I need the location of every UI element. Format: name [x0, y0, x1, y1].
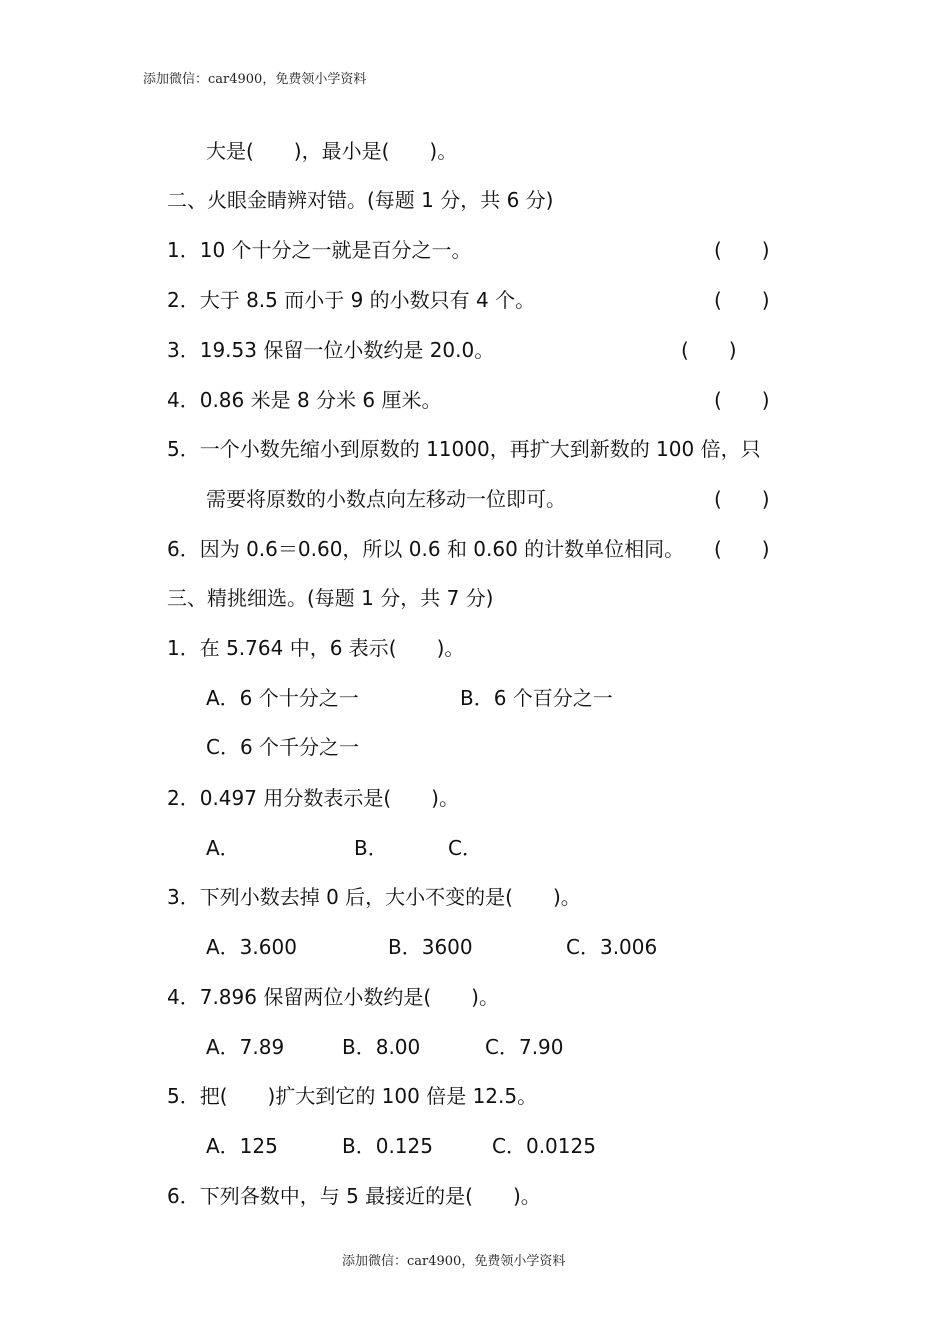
mc-q3-option-a[interactable]: A．3.600 [206, 935, 297, 959]
tf-answer-1[interactable]: ( ) [714, 238, 770, 262]
mc-q2-option-b[interactable]: B． [354, 836, 388, 860]
tf-answer-6[interactable]: ( ) [714, 537, 770, 561]
mc-q2-stem: 2．0.497 用分数表示是( )。 [167, 786, 459, 810]
mc-q3-option-b[interactable]: B．3600 [388, 935, 473, 959]
mc-q5-option-b[interactable]: B．0.125 [342, 1134, 433, 1158]
page-header: 添加微信：car4900，免费领小学资料 [143, 72, 367, 87]
mc-q4-option-b[interactable]: B．8.00 [342, 1035, 421, 1059]
mc-q1-stem: 1．在 5.764 中，6 表示( )。 [167, 636, 465, 660]
mc-q5-option-c[interactable]: C．0.0125 [492, 1134, 596, 1158]
tf-answer-5[interactable]: ( ) [714, 487, 770, 511]
tf-answer-4[interactable]: ( ) [714, 388, 770, 412]
mc-q4-option-c[interactable]: C．7.90 [485, 1035, 564, 1059]
tf-answer-2[interactable]: ( ) [714, 288, 770, 312]
mc-q2-option-c[interactable]: C． [448, 836, 482, 860]
mc-q5-option-a[interactable]: A．125 [206, 1134, 278, 1158]
mc-q3-stem: 3．下列小数去掉 0 后，大小不变的是( )。 [167, 885, 581, 909]
tf-answer-3[interactable]: ( ) [681, 338, 737, 362]
tf-item-2: 2．大于 8.5 而小于 9 的小数只有 4 个。 [167, 288, 536, 312]
mc-q4-stem: 4．7.896 保留两位小数约是( )。 [167, 985, 499, 1009]
mc-q1-option-b[interactable]: B．6 个百分之一 [460, 686, 613, 710]
tf-item-5: 5．一个小数先缩小到原数的 11000，再扩大到新数的 100 倍，只 [167, 437, 761, 461]
tf-item-4: 4．0.86 米是 8 分米 6 厘米。 [167, 388, 442, 412]
prev-question-tail: 大是( )，最小是( )。 [206, 139, 458, 163]
tf-item-1: 1．10 个十分之一就是百分之一。 [167, 238, 472, 262]
mc-q4-option-a[interactable]: A．7.89 [206, 1035, 285, 1059]
mc-q3-option-c[interactable]: C．3.006 [566, 935, 658, 959]
tf-item-3: 3．19.53 保留一位小数约是 20.0。 [167, 338, 495, 362]
tf-item-6: 6．因为 0.6＝0.60，所以 0.6 和 0.60 的计数单位相同。 [167, 537, 685, 561]
mc-q5-stem: 5．把( )扩大到它的 100 倍是 12.5。 [167, 1084, 538, 1108]
mc-q1-option-a[interactable]: A．6 个十分之一 [206, 686, 359, 710]
tf-item-5-cont: 需要将原数的小数点向左移动一位即可。 [206, 487, 566, 511]
page-footer: 添加微信：car4900，免费领小学资料 [342, 1254, 566, 1269]
section-2-title: 二、火眼金睛辨对错。(每题 1 分，共 6 分) [167, 188, 554, 212]
mc-q2-option-a[interactable]: A． [206, 836, 240, 860]
section-3-title: 三、精挑细选。(每题 1 分，共 7 分) [167, 586, 494, 610]
mc-q6-stem: 6．下列各数中，与 5 最接近的是( )。 [167, 1184, 541, 1208]
mc-q1-option-c[interactable]: C．6 个千分之一 [206, 735, 360, 759]
